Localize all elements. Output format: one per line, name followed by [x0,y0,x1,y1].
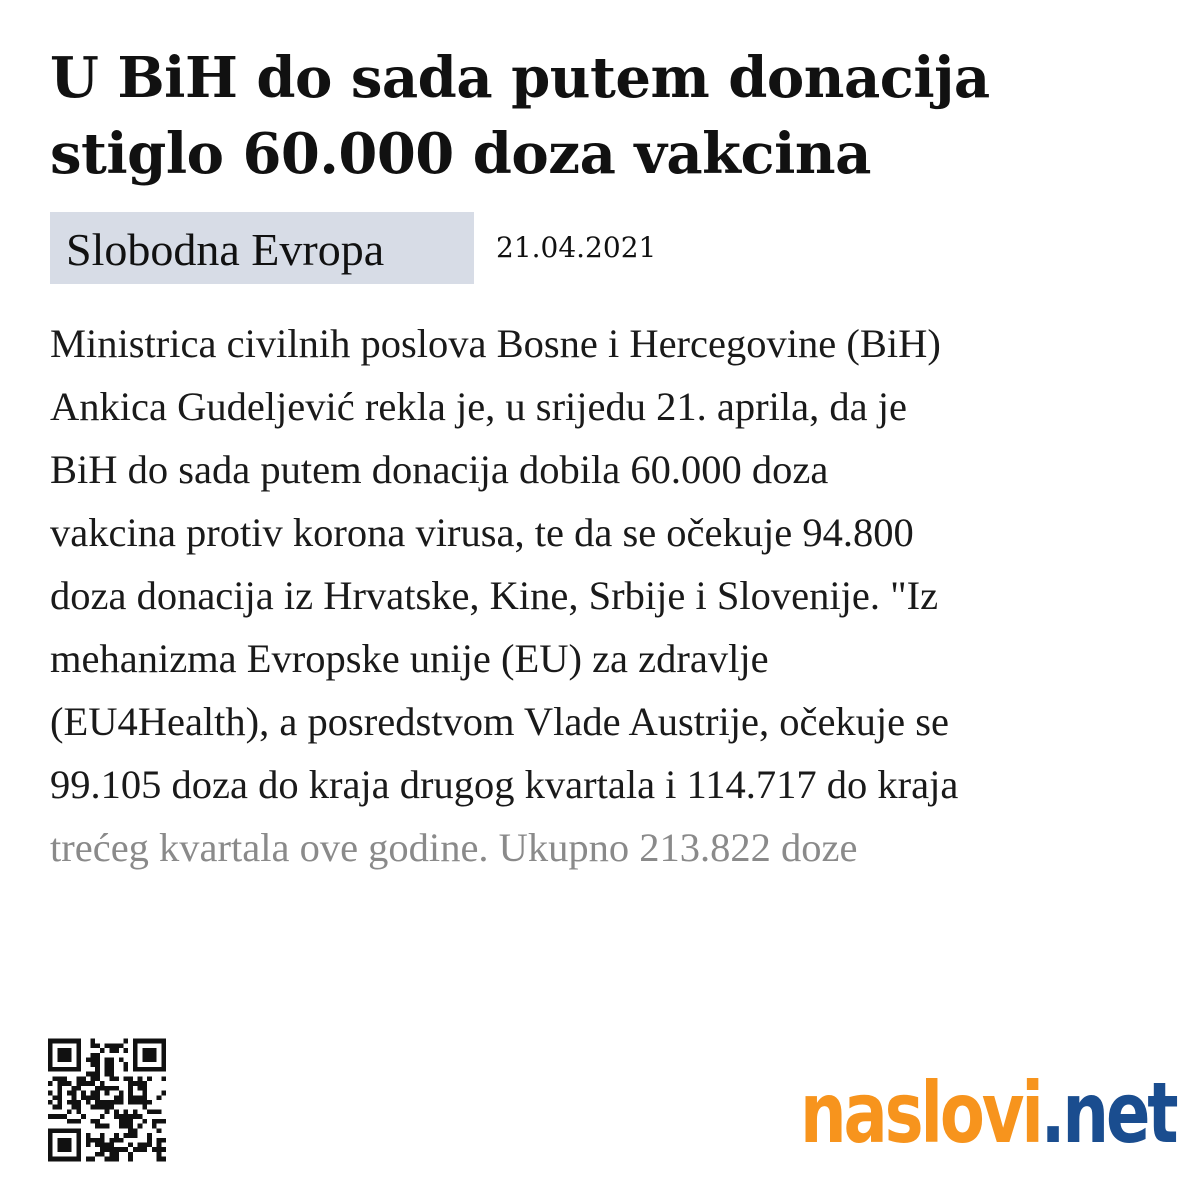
qr-code-graphic [48,1038,166,1162]
source-badge [50,212,474,284]
headline-line-2: stiglo 60.000 doza vakcina [50,121,871,187]
qr-code-icon[interactable] [48,1038,166,1162]
article-body [50,312,1150,879]
body-line-faded: trećeg kvartala ove godine. Ukupno 213.822 doze [50,825,858,870]
publish-date: 21.04.2021 [496,231,657,264]
body-line: (EU4Health), a posredstvom Vlade Austrije, očekuje se [50,699,950,744]
body-line: mehanizma Evropske unije (EU) za zdravlje [50,636,769,681]
brand-name: naslovi [800,1064,1041,1162]
body-line: BiH do sada putem donacija dobila 60.000 doza [50,447,829,492]
body-line: doza donacija iz Hrvatske, Kine, Srbije i Slovenije. "Iz [50,573,939,618]
headline-line-1: U BiH do sada putem donacija [50,45,990,111]
source-name: Slobodna Evropa [66,224,385,275]
body-line: Ankica Gudeljević rekla je, u srijedu 21. aprila, da je [50,384,907,429]
brand-domain: .net [1040,1064,1176,1162]
body-line: 99.105 doza do kraja drugog kvartala i 114.717 do kraja [50,762,959,807]
article-headline [50,40,1160,192]
brand-wordmark [800,1063,1175,1163]
body-line: Ministrica civilnih poslova Bosne i Hercegovine (BiH) [50,321,941,366]
body-line: vakcina protiv korona virusa, te da se očekuje 94.800 [50,510,914,555]
brand-logo[interactable] [800,1063,1176,1173]
